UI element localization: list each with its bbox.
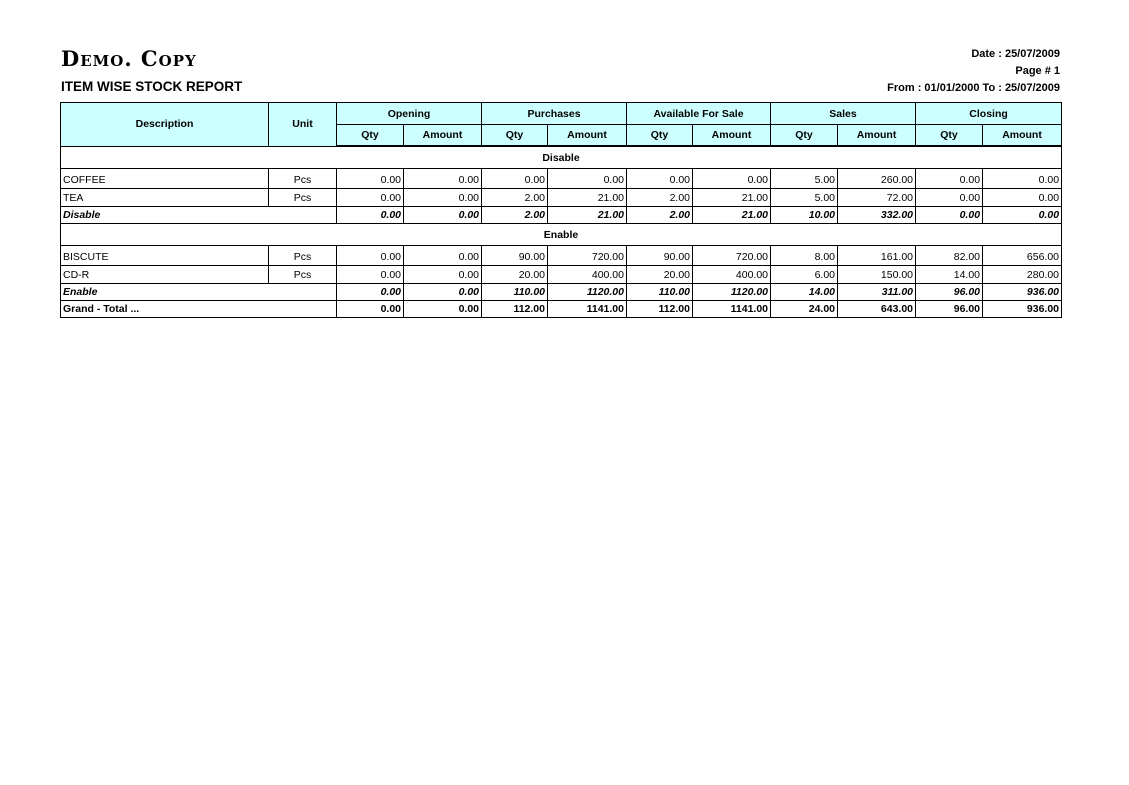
grand-total-label: Grand - Total ... <box>61 301 337 318</box>
sales-amount: 161.00 <box>838 246 916 266</box>
sales-amount: 332.00 <box>838 207 916 224</box>
table-row <box>61 169 1062 189</box>
opening-amount: 0.00 <box>404 246 482 266</box>
sales-amount: 260.00 <box>838 169 916 189</box>
opening-qty: 0.00 <box>337 284 404 301</box>
item-description: BISCUTE <box>61 246 269 266</box>
closing-amount: 0.00 <box>983 169 1062 189</box>
purchases-amount: 1141.00 <box>548 301 627 318</box>
closing-amount: 936.00 <box>983 301 1062 318</box>
company-name: Demo. Copy <box>61 46 197 71</box>
qty-header: Qty <box>482 125 548 147</box>
available-qty: 2.00 <box>627 207 693 224</box>
subtotal-row <box>61 207 1062 224</box>
closing-amount: 936.00 <box>983 284 1062 301</box>
opening-qty: 0.00 <box>337 301 404 318</box>
available-qty: 110.00 <box>627 284 693 301</box>
available-amount: 0.00 <box>693 169 771 189</box>
header-row <box>61 103 1062 125</box>
purchases-amount: 21.00 <box>548 189 627 207</box>
available-qty: 112.00 <box>627 301 693 318</box>
opening-qty: 0.00 <box>337 189 404 207</box>
page-number: Page # 1 <box>1015 65 1060 77</box>
amount-header: Amount <box>548 125 627 147</box>
purchases-amount: 21.00 <box>548 207 627 224</box>
table-row <box>61 189 1062 207</box>
item-description: CD-R <box>61 266 269 284</box>
item-unit: Pcs <box>269 266 337 284</box>
closing-qty: 0.00 <box>916 169 983 189</box>
description-header: Description <box>61 103 269 147</box>
available-amount: 400.00 <box>693 266 771 284</box>
available-amount: 1141.00 <box>693 301 771 318</box>
item-description: COFFEE <box>61 169 269 189</box>
item-unit: Pcs <box>269 169 337 189</box>
item-unit: Pcs <box>269 246 337 266</box>
opening-amount: 0.00 <box>404 266 482 284</box>
report-date: Date : 25/07/2009 <box>971 48 1060 60</box>
table-row <box>61 246 1062 266</box>
opening-amount: 0.00 <box>404 207 482 224</box>
closing-amount: 0.00 <box>983 189 1062 207</box>
opening-qty: 0.00 <box>337 207 404 224</box>
purchases-qty: 0.00 <box>482 169 548 189</box>
closing-qty: 0.00 <box>916 189 983 207</box>
opening-qty: 0.00 <box>337 169 404 189</box>
closing-amount: 280.00 <box>983 266 1062 284</box>
sales-qty: 6.00 <box>771 266 838 284</box>
closing-amount: 0.00 <box>983 207 1062 224</box>
available-qty: 0.00 <box>627 169 693 189</box>
closing-qty: 82.00 <box>916 246 983 266</box>
subtotal-label: Enable <box>61 284 337 301</box>
opening-header: Opening <box>337 103 482 125</box>
item-unit: Pcs <box>269 189 337 207</box>
grand-total-row <box>61 301 1062 318</box>
available-qty: 90.00 <box>627 246 693 266</box>
purchases-amount: 0.00 <box>548 169 627 189</box>
qty-header: Qty <box>916 125 983 147</box>
stock-report-table <box>60 102 1062 318</box>
purchases-amount: 1120.00 <box>548 284 627 301</box>
opening-qty: 0.00 <box>337 246 404 266</box>
opening-amount: 0.00 <box>404 301 482 318</box>
amount-header: Amount <box>693 125 771 147</box>
sales-header: Sales <box>771 103 916 125</box>
available-for-sale-header: Available For Sale <box>627 103 771 125</box>
group-label: Enable <box>61 224 1062 246</box>
available-qty: 2.00 <box>627 189 693 207</box>
closing-qty: 0.00 <box>916 207 983 224</box>
opening-amount: 0.00 <box>404 189 482 207</box>
opening-amount: 0.00 <box>404 169 482 189</box>
available-amount: 21.00 <box>693 189 771 207</box>
sales-qty: 5.00 <box>771 169 838 189</box>
sales-amount: 643.00 <box>838 301 916 318</box>
amount-header: Amount <box>838 125 916 147</box>
sales-amount: 311.00 <box>838 284 916 301</box>
group-label: Disable <box>61 146 1062 169</box>
purchases-qty: 20.00 <box>482 266 548 284</box>
report-title: ITEM WISE STOCK REPORT <box>61 79 243 94</box>
available-qty: 20.00 <box>627 266 693 284</box>
purchases-amount: 400.00 <box>548 266 627 284</box>
item-description: TEA <box>61 189 269 207</box>
table-row <box>61 266 1062 284</box>
available-amount: 720.00 <box>693 246 771 266</box>
purchases-header: Purchases <box>482 103 627 125</box>
qty-header: Qty <box>627 125 693 147</box>
date-range: From : 01/01/2000 To : 25/07/2009 <box>887 82 1060 94</box>
available-amount: 21.00 <box>693 207 771 224</box>
qty-header: Qty <box>337 125 404 147</box>
closing-qty: 96.00 <box>916 284 983 301</box>
sales-amount: 150.00 <box>838 266 916 284</box>
purchases-qty: 2.00 <box>482 207 548 224</box>
group-row <box>61 224 1062 246</box>
closing-qty: 14.00 <box>916 266 983 284</box>
opening-qty: 0.00 <box>337 266 404 284</box>
purchases-amount: 720.00 <box>548 246 627 266</box>
purchases-qty: 90.00 <box>482 246 548 266</box>
amount-header: Amount <box>983 125 1062 147</box>
subtotal-row <box>61 284 1062 301</box>
opening-amount: 0.00 <box>404 284 482 301</box>
closing-amount: 656.00 <box>983 246 1062 266</box>
purchases-qty: 112.00 <box>482 301 548 318</box>
subtotal-label: Disable <box>61 207 337 224</box>
amount-header: Amount <box>404 125 482 147</box>
sales-amount: 72.00 <box>838 189 916 207</box>
purchases-qty: 110.00 <box>482 284 548 301</box>
closing-qty: 96.00 <box>916 301 983 318</box>
qty-header: Qty <box>771 125 838 147</box>
closing-header: Closing <box>916 103 1062 125</box>
sales-qty: 14.00 <box>771 284 838 301</box>
sales-qty: 10.00 <box>771 207 838 224</box>
group-row <box>61 146 1062 169</box>
sales-qty: 8.00 <box>771 246 838 266</box>
sales-qty: 24.00 <box>771 301 838 318</box>
available-amount: 1120.00 <box>693 284 771 301</box>
sales-qty: 5.00 <box>771 189 838 207</box>
unit-header: Unit <box>269 103 337 147</box>
purchases-qty: 2.00 <box>482 189 548 207</box>
